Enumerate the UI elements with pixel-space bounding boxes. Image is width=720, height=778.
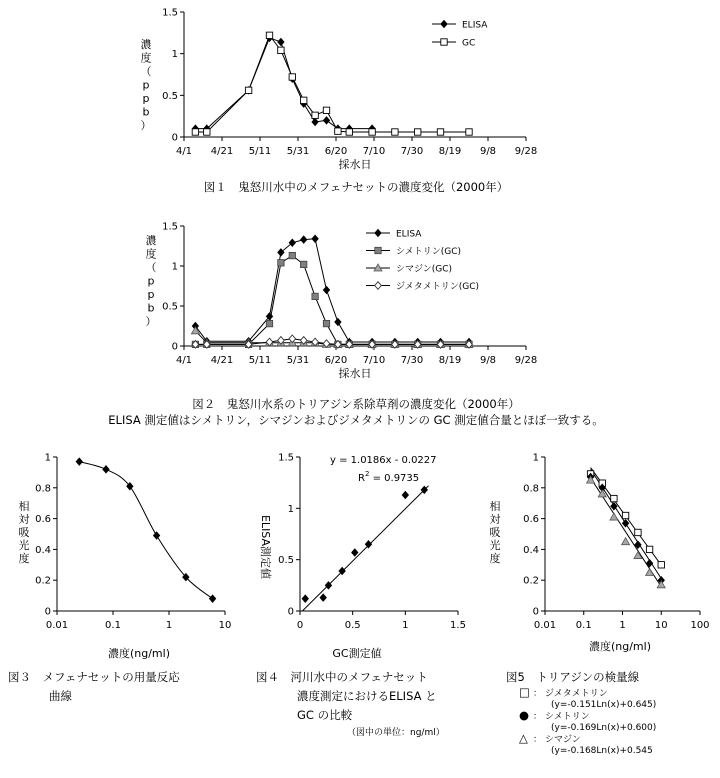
x-axis-label: 採水日 — [338, 367, 372, 380]
x-axis-label: 濃度(ng/ml) — [107, 647, 171, 660]
data-point — [209, 595, 216, 603]
data-point — [437, 129, 443, 135]
data-point — [323, 107, 329, 113]
legend-symbol: △ — [519, 731, 528, 745]
data-point — [323, 117, 330, 125]
series-line-1 — [195, 35, 469, 132]
y-axis-label-char: 相 — [18, 500, 30, 513]
y-axis-label: ELISA測定値 — [259, 514, 272, 580]
data-point — [611, 495, 617, 501]
data-point — [76, 458, 83, 466]
y-axis-label-char: p — [147, 288, 155, 301]
figure-caption: 図5 トリアジンの検量線 — [506, 670, 640, 684]
data-point — [622, 512, 628, 518]
y-tick-label: 0.2 — [523, 575, 539, 587]
figure-note: ELISA 測定値はシメトリン，シマジンおよびジメタメトリンの GC 測定値合量とほぼ一致する。 — [108, 413, 604, 427]
data-point — [266, 320, 272, 326]
x-tick-label: 1 — [165, 620, 173, 631]
figure-caption-line: 図４ 河川水中のメフェナセット — [256, 670, 428, 684]
y-axis-label-char: 相 — [489, 500, 501, 513]
x-tick-label: 8/19 — [438, 355, 462, 366]
legend-marker — [375, 282, 382, 290]
x-tick-label: 4/21 — [210, 355, 234, 366]
fig4-chart — [256, 453, 466, 739]
data-point — [103, 466, 110, 474]
data-point — [466, 129, 472, 135]
fig2-chart — [108, 222, 603, 428]
data-point — [320, 594, 327, 602]
data-point — [346, 129, 352, 135]
data-point — [278, 38, 285, 46]
legend-label: ELISA — [396, 229, 422, 240]
x-axis-label: GC測定値 — [332, 647, 382, 660]
x-tick-label: 4/1 — [175, 355, 193, 366]
x-tick-label: 9/28 — [514, 355, 538, 366]
y-tick-label: 0 — [171, 132, 178, 144]
y-axis-label-char: p — [142, 92, 150, 105]
x-tick-label: 0.5 — [344, 620, 361, 631]
regression-equation: y = 1.0186x - 0.0227 — [330, 455, 437, 466]
x-tick-label: 1 — [619, 620, 626, 631]
data-point — [646, 546, 652, 552]
legend-equation: (y=-0.169Ln(x)+0.600) — [551, 723, 657, 733]
y-tick-label: 0.4 — [523, 544, 539, 556]
data-point — [351, 549, 358, 557]
y-axis-label-char: 度 — [140, 51, 152, 65]
legend-marker — [375, 247, 381, 253]
y-axis-label-char: 吸 — [489, 526, 501, 539]
y-axis-label-char: 対 — [489, 513, 501, 526]
y-tick-label: 1 — [44, 452, 51, 464]
legend-marker — [441, 39, 447, 45]
data-point — [289, 74, 295, 80]
y-tick-label: 1 — [171, 261, 178, 273]
figure-caption-line: 図３ メフェナセットの用量反応 — [8, 670, 180, 684]
unit-note: （図中の単位：ng/ml） — [347, 728, 445, 738]
data-point — [365, 540, 372, 548]
data-point — [323, 286, 330, 294]
x-tick-label: 9/8 — [479, 146, 497, 157]
data-point — [312, 118, 319, 126]
x-tick-label: 0.1 — [575, 620, 592, 631]
x-tick-label: 0 — [296, 620, 304, 631]
fig3-chart — [8, 453, 231, 704]
y-tick-label: 1.5 — [162, 221, 178, 233]
data-point — [153, 532, 160, 540]
x-tick-label: 8/19 — [438, 146, 462, 157]
legend-marker — [441, 20, 448, 28]
r-squared — [358, 470, 419, 484]
y-axis-label-char: 濃 — [145, 234, 157, 247]
r-squared-superscript: 2 — [364, 470, 370, 478]
legend-label: シマジン — [545, 735, 581, 745]
y-tick-label: 0.8 — [523, 483, 539, 495]
x-tick-label: 5/11 — [248, 355, 272, 366]
legend-label: ELISA — [462, 20, 488, 31]
figure-caption-line: 濃度測定におけるELISA と — [297, 689, 437, 703]
x-tick-label: 5/11 — [248, 146, 272, 157]
y-axis-label-char: （ — [140, 65, 152, 78]
y-tick-label: 0.2 — [35, 575, 51, 587]
figure-caption: 図１ 鬼怒川水中のメフェナセットの濃度変化（2000年） — [203, 180, 509, 194]
data-point — [300, 236, 307, 244]
data-point — [302, 595, 309, 603]
data-point — [402, 491, 409, 499]
legend-label: ジメタメトリン — [545, 689, 608, 699]
figure-caption-line: GC の比較 — [297, 708, 353, 722]
y-tick-label: 1 — [532, 452, 539, 464]
y-axis-label-char: p — [142, 78, 150, 92]
x-tick-label: 100 — [690, 620, 710, 631]
x-axis-label: 濃度(ng/ml) — [588, 640, 652, 653]
y-axis-label-char: 光 — [18, 539, 30, 552]
y-axis-label-char: 度 — [145, 247, 157, 261]
legend-colon: ： — [533, 689, 543, 699]
x-tick-label: 1 — [402, 620, 409, 631]
legend-marker — [375, 229, 382, 237]
data-point — [278, 260, 284, 266]
x-tick-label: 10 — [654, 620, 668, 631]
y-tick-label: 1.5 — [278, 452, 294, 464]
x-tick-label: 4/21 — [210, 146, 234, 157]
legend-label: シメトリン(GC) — [396, 247, 462, 257]
y-axis-label-char: 濃 — [140, 38, 152, 51]
x-tick-label: 1.5 — [450, 620, 466, 631]
data-point — [301, 261, 307, 267]
y-axis-label-char: b — [147, 301, 155, 315]
legend-colon: ： — [533, 712, 543, 722]
data-point — [415, 129, 421, 135]
fig1-chart — [141, 8, 538, 195]
x-axis-label: 採水日 — [338, 158, 372, 171]
data-point — [610, 513, 618, 520]
y-tick-label: 0.6 — [35, 514, 51, 526]
figure-caption-line: 曲線 — [49, 689, 72, 703]
legend-equation: (y=-0.151Ln(x)+0.645) — [551, 700, 657, 710]
data-point — [622, 538, 630, 545]
data-point — [266, 32, 272, 38]
data-point — [312, 293, 318, 299]
y-axis-label-char: 吸 — [18, 526, 30, 539]
x-tick-label: 6/20 — [324, 146, 348, 157]
data-point — [646, 569, 654, 576]
x-tick-label: 0.01 — [45, 620, 69, 631]
y-tick-label: 0.8 — [35, 483, 51, 495]
y-axis-label-char: ） — [140, 119, 152, 132]
data-point — [312, 112, 318, 118]
data-point — [289, 239, 296, 247]
x-tick-label: 5/31 — [286, 355, 310, 366]
legend-symbol: ● — [519, 708, 530, 722]
legend-label: GC — [462, 38, 476, 49]
y-tick-label: 0.5 — [162, 301, 178, 313]
y-tick-label: 1 — [171, 49, 178, 61]
y-tick-label: 1 — [287, 503, 294, 515]
fig5-chart — [490, 453, 710, 757]
y-axis-label-char: 度 — [489, 552, 501, 565]
legend-label: シメトリン — [545, 712, 590, 722]
y-tick-label: 0 — [44, 606, 51, 618]
data-point — [635, 529, 641, 535]
y-axis-label-char: ） — [145, 315, 157, 328]
x-tick-label: 4/1 — [175, 146, 193, 157]
legend-equation: (y=-0.168Ln(x)+0.545 — [551, 746, 653, 756]
y-axis-label-char: 光 — [489, 539, 501, 552]
x-tick-label: 6/20 — [324, 355, 348, 366]
y-tick-label: 0.6 — [523, 514, 539, 526]
data-point — [335, 128, 341, 134]
x-tick-label: 7/10 — [362, 355, 386, 366]
y-axis-label-char: （ — [145, 261, 157, 274]
y-axis-label-char: b — [142, 105, 150, 119]
x-tick-label: 7/30 — [400, 355, 424, 366]
x-tick-label: 9/8 — [479, 355, 497, 366]
data-point — [278, 249, 285, 257]
y-tick-label: 0 — [532, 606, 539, 618]
y-tick-label: 0.5 — [162, 90, 178, 102]
data-point — [369, 129, 375, 135]
y-tick-label: 0.4 — [35, 544, 51, 556]
data-point — [204, 129, 210, 135]
x-tick-label: 10 — [218, 620, 232, 631]
y-axis-label-char: 対 — [18, 513, 30, 526]
legend-colon: ： — [533, 735, 543, 745]
y-tick-label: 0 — [287, 606, 294, 618]
y-axis-label-char: p — [147, 274, 155, 288]
x-tick-label: 5/31 — [286, 146, 310, 157]
data-point — [192, 129, 198, 135]
legend-symbol: □ — [519, 685, 530, 699]
data-point — [278, 47, 284, 53]
r-squared-symbol: R — [358, 473, 365, 484]
r-squared-value: = 0.9735 — [369, 473, 420, 484]
data-point — [392, 129, 398, 135]
data-point — [301, 97, 307, 103]
data-point — [289, 335, 296, 343]
y-axis-label-char: 度 — [18, 552, 30, 565]
y-tick-label: 0.5 — [278, 555, 294, 567]
data-point — [289, 252, 295, 258]
x-tick-label: 9/28 — [514, 146, 538, 157]
data-point — [335, 318, 342, 326]
data-point — [312, 235, 319, 243]
trend-line — [302, 486, 428, 611]
y-tick-label: 1.5 — [162, 7, 178, 19]
x-tick-label: 0.1 — [105, 620, 121, 631]
x-tick-label: 7/10 — [362, 146, 386, 157]
data-point — [245, 87, 251, 93]
y-tick-label: 0 — [171, 341, 178, 353]
data-point — [323, 320, 329, 326]
data-point — [658, 562, 664, 568]
x-tick-label: 7/30 — [400, 146, 424, 157]
legend-label: シマジン(GC) — [396, 264, 453, 275]
x-tick-label: 0.01 — [533, 620, 557, 631]
series-line-0 — [79, 462, 212, 599]
legend-label: ジメタメトリン(GC) — [396, 282, 480, 292]
figure-caption: 図２ 鬼怒川水系のトリアジン系除草剤の濃度変化（2000年） — [192, 397, 520, 411]
